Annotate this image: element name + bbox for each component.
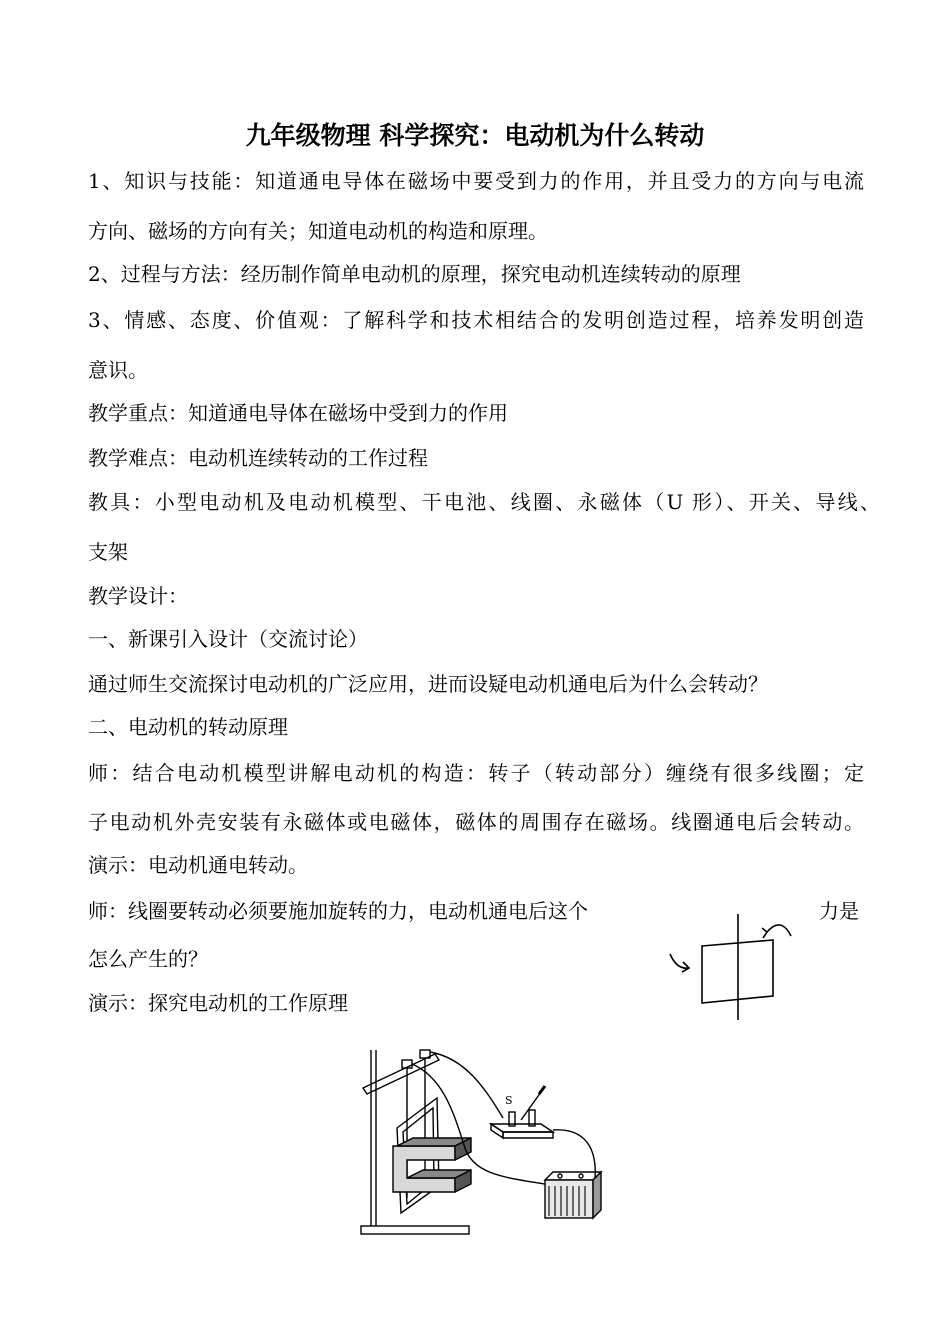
paragraph-line: 教学设计： <box>88 584 188 608</box>
paragraph-line: 演示：探究电动机的工作原理 <box>88 991 348 1015</box>
paragraph-line: 方向、磁场的方向有关；知道电动机的构造和原理。 <box>88 219 548 243</box>
paragraph-line: 支架 <box>88 540 128 564</box>
paragraph-line: 师：线圈要转动必须要施加旋转的力，电动机通电后这个 <box>88 899 588 923</box>
paragraph-line: 通过师生交流探讨电动机的广泛应用，进而设疑电动机通电后为什么会转动？ <box>88 672 768 696</box>
paragraph-line: 教具：小型电动机及电动机模型、干电池、线圈、永磁体（U 形）、开关、导线、 <box>88 490 880 514</box>
section-heading: 一、新课引入设计（交流讨论） <box>88 627 368 651</box>
connecting-wire <box>430 1052 503 1118</box>
paragraph-line: 演示：电动机通电转动。 <box>88 853 308 877</box>
battery-wire <box>553 1130 595 1178</box>
switch-label: S <box>505 1094 513 1107</box>
motor-principle-apparatus <box>355 1038 605 1238</box>
paragraph-line-tail: 力是 <box>819 899 859 923</box>
paragraph-line: 子电动机外壳安装有永磁体或电磁体，磁体的周围存在磁场。线圈通电后会转动。 <box>88 810 864 834</box>
stand-base <box>361 1226 469 1234</box>
rotating-coil-figure <box>665 914 825 1024</box>
paragraph-line: 3、情感、态度、价值观：了解科学和技术相结合的发明创造过程，培养发明创造 <box>88 308 864 332</box>
paragraph-line: 意识。 <box>88 358 148 382</box>
arrowhead-right <box>762 928 767 938</box>
section-heading: 二、电动机的转动原理 <box>88 715 288 739</box>
switch-lever <box>521 1092 541 1120</box>
rotation-arrow-right <box>767 925 791 936</box>
paragraph-line: 师：结合电动机模型讲解电动机的构造：转子（转动部分）缠绕有很多线圈；定 <box>88 761 864 785</box>
paragraph-line: 怎么产生的？ <box>88 947 208 971</box>
battery <box>545 1172 601 1180</box>
paragraph-line: 教学重点：知道通电导体在磁场中受到力的作用 <box>88 401 508 425</box>
u-magnet <box>393 1146 455 1192</box>
page-title: 九年级物理 科学探究：电动机为什么转动 <box>245 121 705 150</box>
paragraph-line: 2、过程与方法：经历制作简单电动机的原理，探究电动机连续转动的原理 <box>88 262 741 286</box>
paragraph-line: 教学难点：电动机连续转动的工作过程 <box>88 446 428 470</box>
paragraph-line: 1、知识与技能：知道通电导体在磁场中要受到力的作用，并且受力的方向与电流 <box>88 169 864 193</box>
